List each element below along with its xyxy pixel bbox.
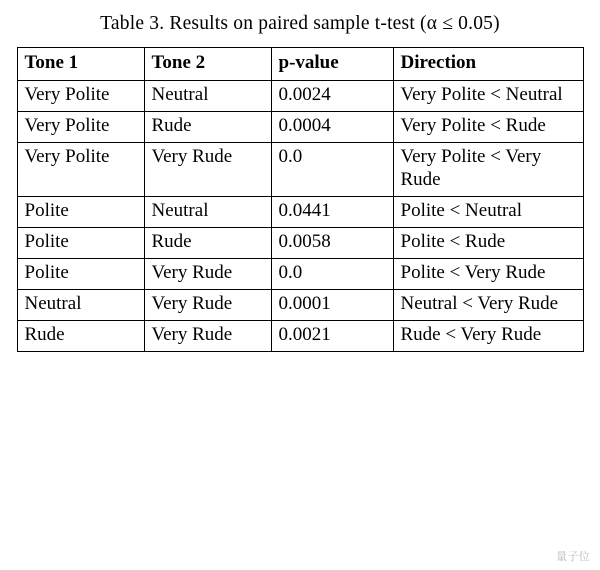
cell-text: Polite < Neutral [400,199,523,221]
table-row [17,81,583,112]
cell-text: Rude [151,230,192,252]
cell-text: 0.0024 [278,84,331,106]
cell-tone-2 [144,258,271,289]
cell-direction [393,143,583,196]
cell-tone-2 [144,289,271,320]
cell-tone-1 [17,289,144,320]
column-header-direction: Direction [393,48,583,81]
cell-text: Neutral < Very Rude [400,292,559,314]
cell-direction [393,81,583,112]
cell-text: Very Polite [24,115,110,137]
cell-tone-1 [17,81,144,112]
cell-text: Very Polite < Very Rude [400,146,542,190]
cell-text: Polite [24,199,69,221]
cell-direction [393,196,583,227]
table-row [17,227,583,258]
cell-text: Polite [24,261,69,283]
cell-p-value [271,196,393,227]
cell-text: Very Rude [151,146,233,168]
cell-p-value [271,143,393,196]
cell-text: 0.0441 [278,199,331,221]
cell-text: 0.0 [278,261,303,283]
table-header-row [17,48,583,81]
cell-text: Very Rude [151,323,233,345]
cell-p-value [271,112,393,143]
cell-direction [393,258,583,289]
cell-text: 0.0058 [278,230,331,252]
cell-tone-2 [144,81,271,112]
cell-tone-1 [17,320,144,351]
column-header-tone-1: Tone 1 [17,48,144,81]
cell-text: Very Rude [151,261,233,283]
watermark: 量子位 [556,551,590,563]
cell-tone-2 [144,196,271,227]
cell-direction [393,112,583,143]
table-body [17,81,583,351]
column-header-tone-2: Tone 2 [144,48,271,81]
cell-text: Neutral [151,84,209,106]
cell-p-value [271,320,393,351]
cell-tone-1 [17,143,144,196]
cell-p-value [271,289,393,320]
results-table [17,47,584,351]
cell-text: Polite [24,230,69,252]
cell-text: Rude [151,115,192,137]
cell-text: Very Polite < Rude [400,115,546,137]
cell-text: Very Polite [24,84,110,106]
cell-p-value [271,227,393,258]
cell-text: Rude [24,323,65,345]
cell-text: Very Polite [24,146,110,168]
cell-tone-2 [144,143,271,196]
cell-text: Neutral [24,292,82,314]
cell-tone-2 [144,320,271,351]
cell-direction [393,320,583,351]
cell-text: Polite < Very Rude [400,261,546,283]
table-row [17,196,583,227]
table-header [17,48,583,81]
cell-direction [393,289,583,320]
table-row [17,112,583,143]
cell-tone-1 [17,196,144,227]
cell-text: Polite < Rude [400,230,506,252]
table-row [17,320,583,351]
cell-p-value [271,258,393,289]
cell-text: 0.0021 [278,323,331,345]
cell-direction [393,227,583,258]
cell-p-value [271,81,393,112]
cell-text: 0.0004 [278,115,331,137]
cell-text: Very Rude [151,292,233,314]
cell-text: Neutral [151,199,209,221]
cell-tone-2 [144,227,271,258]
column-header-p-value: p-value [271,48,393,81]
cell-text: 0.0 [278,146,303,168]
cell-tone-2 [144,112,271,143]
cell-tone-1 [17,112,144,143]
table-row [17,289,583,320]
cell-text: Rude < Very Rude [400,323,542,345]
table-caption: Table 3. Results on paired sample t-test (α ≤ 0.05) [100,13,500,34]
table-row [17,143,583,196]
cell-text: Very Polite < Neutral [400,84,563,106]
cell-text: 0.0001 [278,292,331,314]
cell-tone-1 [17,258,144,289]
cell-tone-1 [17,227,144,258]
table-row [17,258,583,289]
